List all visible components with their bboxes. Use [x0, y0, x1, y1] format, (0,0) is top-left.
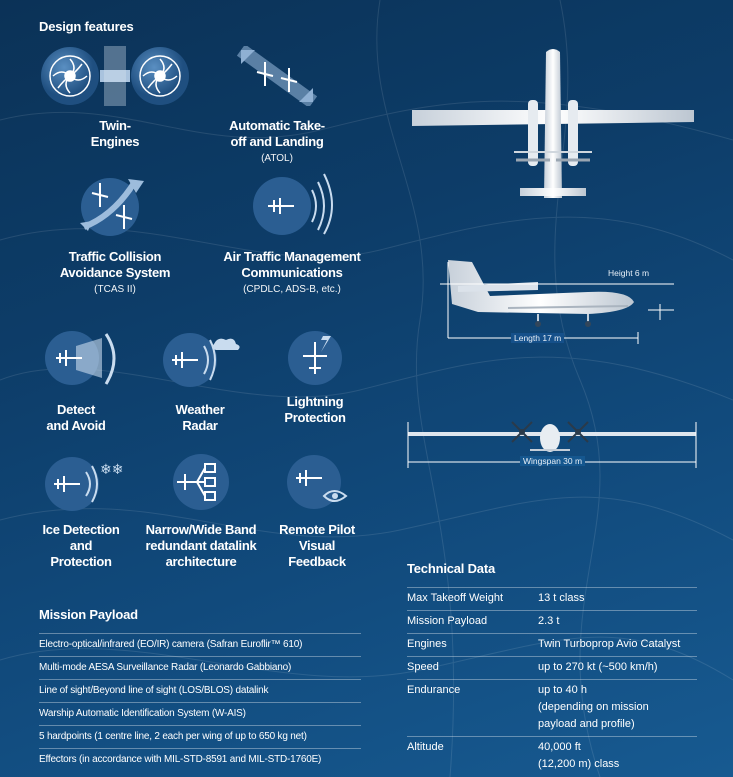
feature-sub: (ATOL) [261, 153, 293, 164]
feature-name: Remote Pilot Visual Feedback [279, 522, 355, 569]
list-item: 5 hardpoints (1 centre line, 2 each per wing of up to 650 kg net) [39, 725, 361, 748]
mission-payload-list [39, 633, 361, 771]
table-row [407, 587, 697, 610]
technical-data-table [407, 587, 697, 776]
feature-datalink [138, 452, 264, 570]
feature-sub: (TCAS II) [94, 284, 136, 295]
list-item: Electro-optical/infrared (EO/IR) camera (Safran Euroflir™ 610) [39, 633, 361, 656]
feature-detect-avoid [36, 328, 116, 434]
feature-name: Ice Detection and Protection [42, 522, 120, 569]
visual-feedback-icon [284, 452, 354, 512]
table-key: Max Takeoff Weight [407, 592, 503, 604]
twin-engines-icon [40, 46, 190, 106]
feature-lightning [275, 318, 355, 426]
table-value: up to 270 kt (~500 km/h) [538, 661, 658, 673]
feature-ice-detection [36, 452, 126, 570]
table-row [407, 736, 697, 776]
lightning-icon [285, 318, 351, 390]
atol-icon [237, 46, 317, 106]
technical-data-title: Technical Data [407, 561, 495, 576]
tcas-icon [74, 175, 156, 237]
feature-name: Lightning Protection [284, 394, 346, 425]
table-key: Engines [407, 638, 447, 650]
table-row [407, 656, 697, 679]
feature-name: Automatic Take- off and Landing [229, 118, 325, 149]
wingspan-dimension-label: Wingspan 30 m [520, 456, 585, 466]
table-row [407, 633, 697, 656]
feature-name: Detect and Avoid [46, 402, 106, 433]
table-key: Speed [407, 661, 439, 673]
feature-weather-radar [160, 328, 240, 434]
mission-payload-title: Mission Payload [39, 607, 138, 622]
length-dimension-label: Length 17 m [511, 333, 564, 343]
feature-sub: (CPDLC, ADS-B, etc.) [243, 284, 341, 295]
datalink-icon [171, 452, 231, 512]
detect-avoid-icon [36, 328, 126, 388]
list-item: Effectors (in accordance with MIL-STD-8591 and MIL-STD-1760E) [39, 748, 361, 771]
table-key: Endurance [407, 684, 461, 696]
table-row [407, 679, 697, 736]
height-dimension-label: Height 6 m [608, 268, 650, 278]
feature-name: Narrow/Wide Band redundant datalink architecture [145, 522, 257, 569]
table-value: up to 40 h (depending on mission payload and profile) [538, 684, 649, 730]
feature-name: Traffic Collision Avoidance System [59, 249, 171, 280]
svg-text:❄❄: ❄❄ [100, 462, 124, 478]
table-value: 40,000 ft (12,200 m) class [538, 741, 620, 770]
design-features-title: Design features [39, 19, 134, 34]
feature-name: Twin- Engines [90, 118, 140, 149]
aircraft-top-view [410, 48, 696, 212]
table-key: Mission Payload [407, 615, 488, 627]
table-row [407, 610, 697, 633]
list-item: Warship Automatic Identification System (W-AIS) [39, 702, 361, 725]
table-value: Twin Turboprop Avio Catalyst [538, 638, 681, 650]
list-item: Multi-mode AESA Surveillance Radar (Leonardo Gabbiano) [39, 656, 361, 679]
list-item: Line of sight/Beyond line of sight (LOS/BLOS) datalink [39, 679, 361, 702]
feature-atm-comms [212, 170, 372, 296]
feature-name: Air Traffic Management Communications [223, 249, 361, 280]
feature-visual-feedback [272, 452, 362, 570]
table-key: Altitude [407, 741, 444, 753]
feature-atol [212, 46, 342, 165]
table-value: 13 t class [538, 592, 585, 604]
table-value: 2.3 t [538, 615, 560, 627]
weather-radar-icon [160, 328, 246, 388]
atm-comms-icon [248, 170, 338, 235]
feature-name: Weather Radar [175, 402, 225, 433]
feature-twin-engines [40, 46, 190, 150]
feature-tcas [40, 175, 190, 296]
ice-detection-icon [42, 452, 128, 512]
